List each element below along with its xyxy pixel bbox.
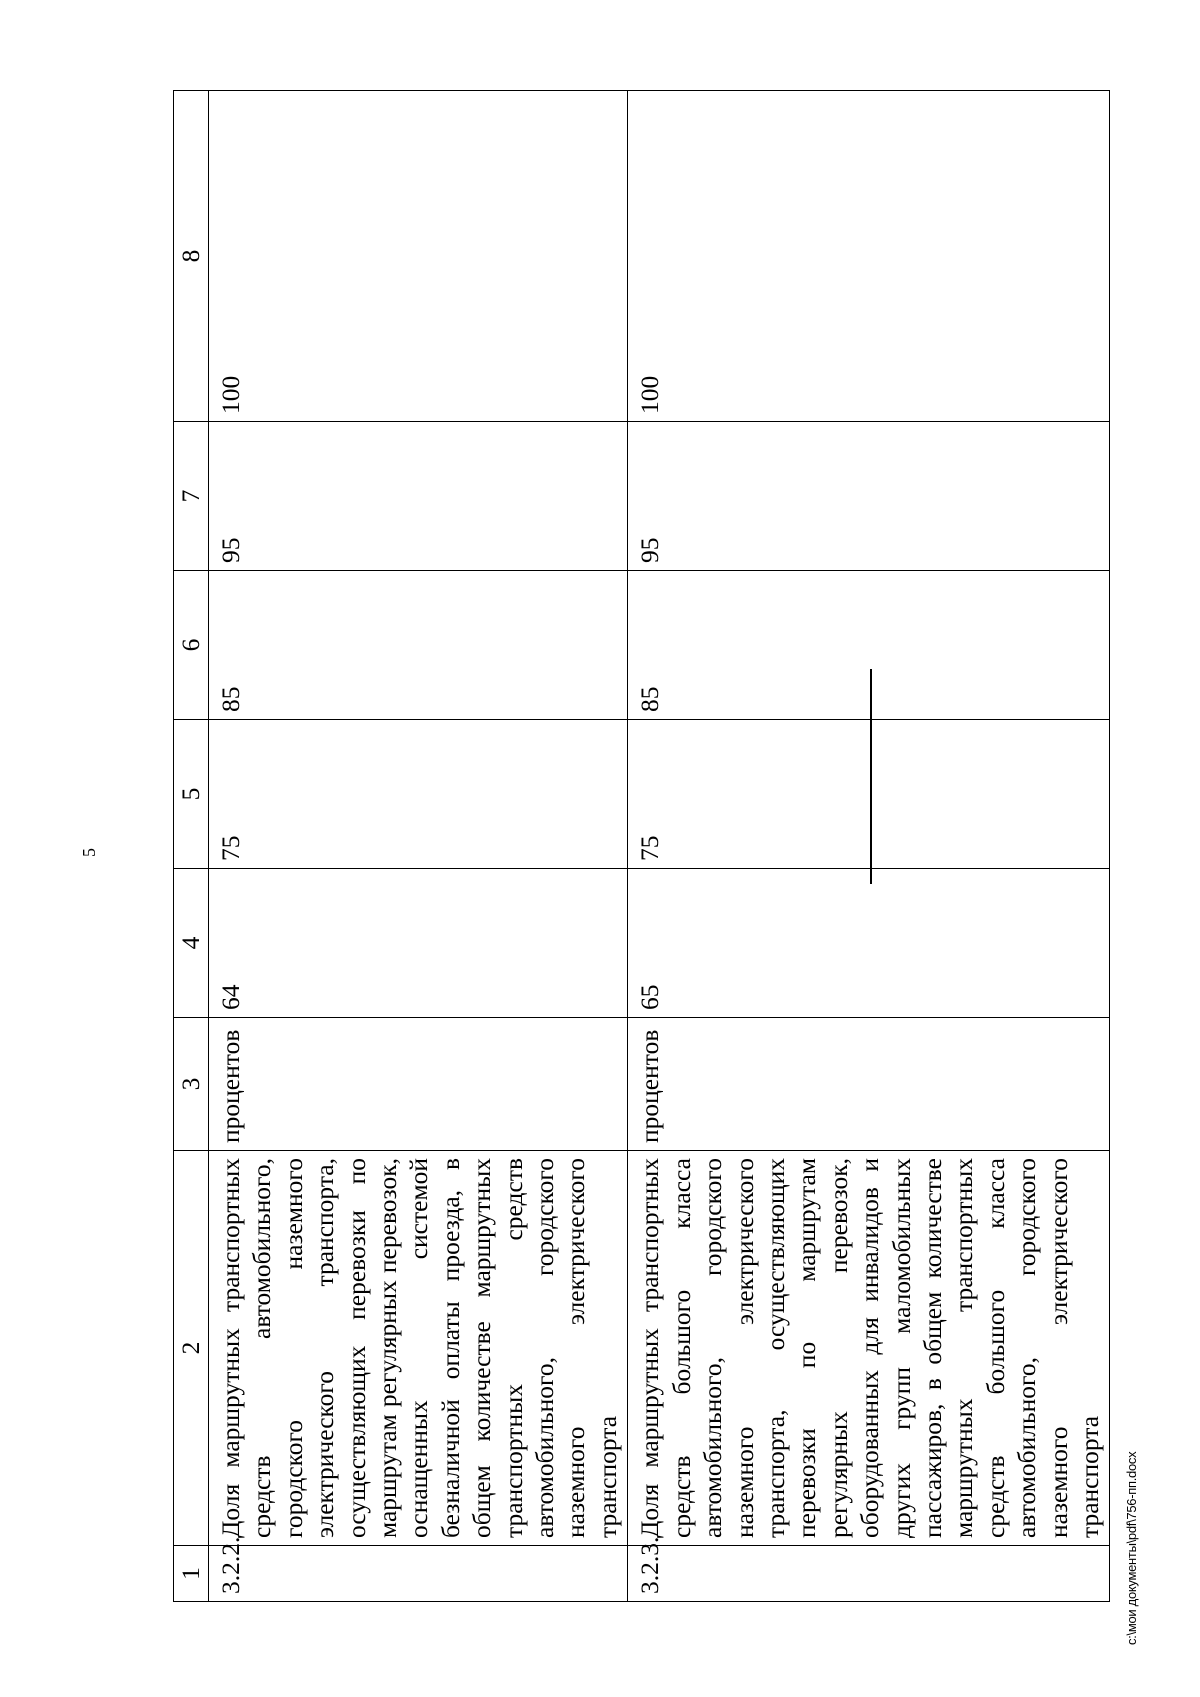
column-header: 2 (174, 1151, 209, 1546)
column-header: 1 (174, 1546, 209, 1602)
unit-cell: процентов (209, 1018, 628, 1151)
value-cell: 64 (209, 869, 628, 1018)
value-cell: 85 (628, 571, 1110, 720)
table-row (209, 91, 628, 1602)
value-cell: 75 (209, 720, 628, 869)
value-cell: 100 (628, 91, 1110, 422)
column-header: 4 (174, 869, 209, 1018)
end-of-document-rule (870, 669, 872, 884)
page-number: 5 (79, 848, 99, 857)
value-cell: 85 (209, 571, 628, 720)
value-cell: 75 (628, 720, 1110, 869)
column-header: 7 (174, 422, 209, 571)
indicators-table (173, 90, 1110, 1602)
row-number: 3.2.2. (209, 1546, 628, 1602)
table-row (628, 91, 1110, 1602)
row-number: 3.2.3. (628, 1546, 1110, 1602)
value-cell: 65 (628, 869, 1110, 1018)
file-path-footer: c:\мои документы\pdf\756-пп.docx (1124, 1451, 1139, 1645)
indicator-description: Доля маршрутных транспортных средств автомобильного, городского наземного электрического транспорта, осуществляющих перевозки по маршрутам регулярных перевозок, оснащенных системой безналичной оплаты проезда, в общем количестве маршрутных транспортных средств автомобильного, городского наземного электрического транспорта (209, 1151, 628, 1546)
table-header-row (174, 91, 209, 1602)
value-cell: 95 (628, 422, 1110, 571)
value-cell: 100 (209, 91, 628, 422)
column-header: 6 (174, 571, 209, 720)
column-header: 3 (174, 1018, 209, 1151)
value-cell: 95 (209, 422, 628, 571)
unit-cell: процентов (628, 1018, 1110, 1151)
column-header: 8 (174, 91, 209, 422)
column-header: 5 (174, 720, 209, 869)
indicator-description: Доля маршрутных транспортных средств большого класса автомобильного, городского наземного электрического транспорта, осуществляющих перевозки по маршрутам регулярных перевозок, оборудованных для инвалидов и других групп маломобильных пассажиров, в общем количестве маршрутных транспортных средств большого класса автомобильного, городского наземного электрического транспорта (628, 1151, 1110, 1546)
